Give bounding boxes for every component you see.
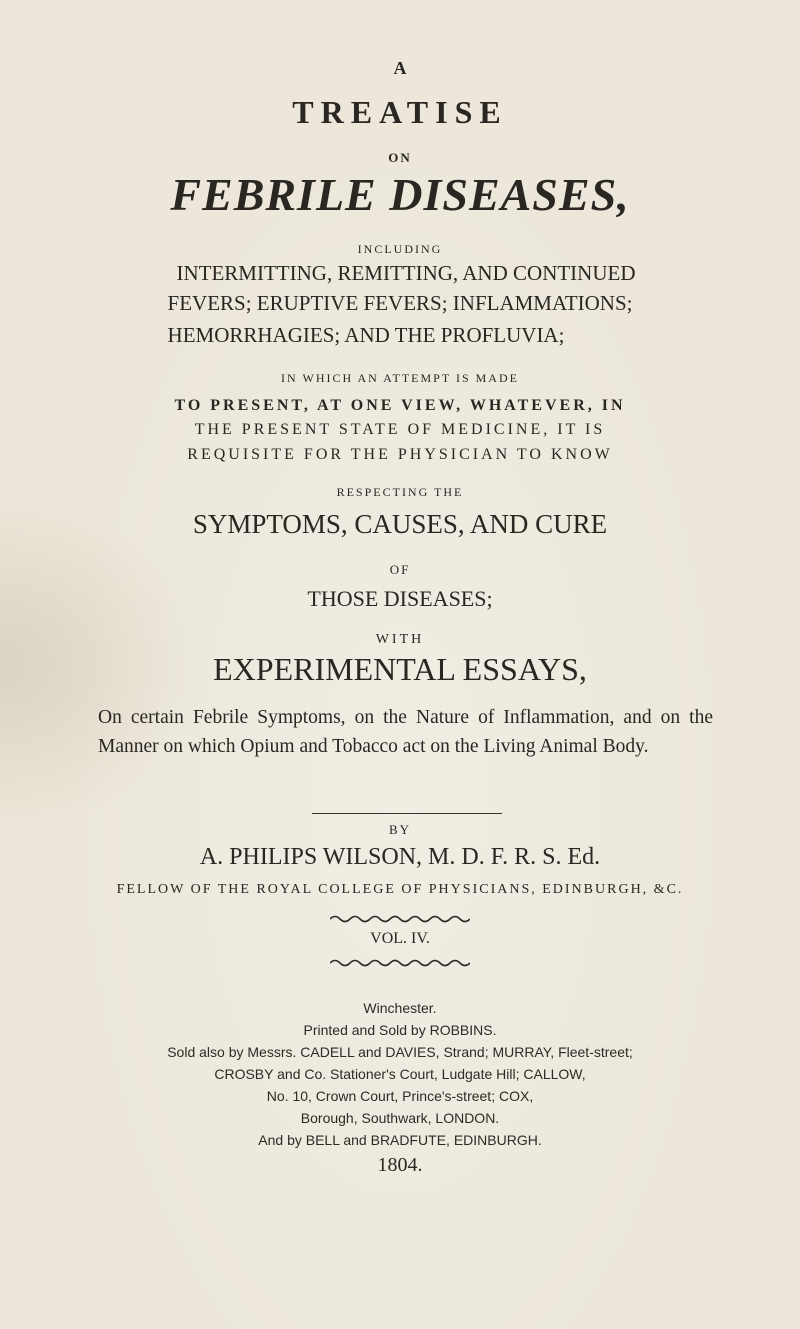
title-treatise: TREATISE [292, 94, 508, 130]
publication-year: 1804. [377, 1154, 423, 1176]
ornament-wave-bottom [330, 958, 470, 968]
requisite-line: REQUISITE FOR THE PHYSICIAN TO KNOW [187, 446, 613, 463]
essays-description: On certain Febrile Symptoms, on the Nature of Inflammation, and on the Manner on which Opium and Tobacco act on the Living Animal Body. [98, 707, 713, 757]
those-diseases-line: THOSE DISEASES; [307, 586, 493, 611]
by-label: BY [388, 822, 412, 837]
with-label: WITH [375, 632, 425, 647]
diseases-line-1: INTERMITTING, REMITTING, AND CONTINUED [176, 261, 636, 285]
imprint-printer: Printed and Sold by ROBBINS. [303, 1022, 497, 1038]
experimental-essays-heading: EXPERIMENTAL ESSAYS, [213, 651, 587, 687]
of-label: OF [389, 562, 411, 577]
present-line: TO PRESENT, AT ONE VIEW, WHATEVER, IN [174, 397, 626, 414]
state-line: THE PRESENT STATE OF MEDICINE, IT IS [194, 421, 606, 438]
title-article: A [393, 58, 407, 78]
imprint-sellers-4: Borough, Southwark, LONDON. [300, 1110, 500, 1126]
diseases-line-3: HEMORRHAGIES; AND THE PROFLUVIA; [167, 323, 565, 347]
author-name: A. PHILIPS WILSON, M. D. F. R. S. Ed. [199, 844, 601, 870]
respecting-label: RESPECTING THE [336, 485, 464, 499]
imprint-place: Winchester. [363, 1000, 437, 1016]
in-which-line: IN WHICH AN ATTEMPT IS MADE [281, 371, 519, 385]
author-fellowship: FELLOW OF THE ROYAL COLLEGE OF PHYSICIANS, EDINBURGH, &C. [116, 882, 684, 897]
imprint-sellers-1: Sold also by Messrs. CADELL and DAVIES, Strand; MURRAY, Fleet-street; [167, 1044, 633, 1060]
symptoms-line: SYMPTOMS, CAUSES, AND CURE [192, 509, 608, 539]
volume-label: VOL. IV. [370, 930, 430, 947]
diseases-line-2: FEVERS; ERUPTIVE FEVERS; INFLAMMATIONS; [167, 291, 633, 315]
divider-rule [312, 813, 502, 814]
ornament-wave-top [330, 914, 470, 924]
imprint-sellers-3: No. 10, Crown Court, Prince's-street; COX, [266, 1088, 534, 1104]
title-subject: FEBRILE DISEASES, [170, 169, 630, 220]
imprint-sellers-2: CROSBY and Co. Stationer's Court, Ludgate Hill; CALLOW, [214, 1066, 586, 1082]
imprint-sellers-5: And by BELL and BRADFUTE, EDINBURGH. [258, 1132, 542, 1148]
title-on: ON [388, 150, 412, 165]
including-label: INCLUDING [357, 242, 443, 256]
